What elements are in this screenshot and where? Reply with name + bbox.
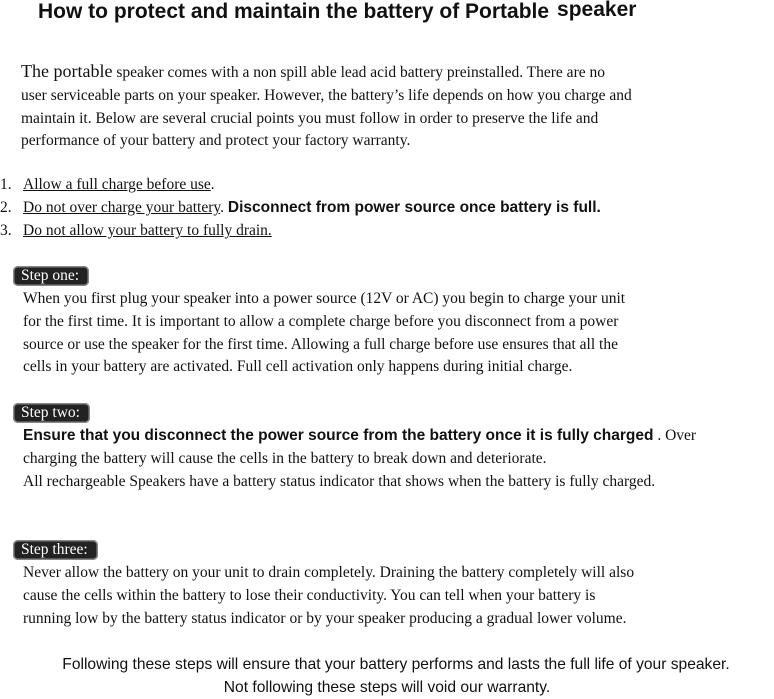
- intro-line-1: [21, 60, 741, 85]
- rule-bold-note: Disconnect from power source once battery is full.: [227, 199, 601, 216]
- step-three-line: Never allow the battery on your unit to drain completely. Draining the battery completely will also: [23, 564, 635, 581]
- intro-lead: The portable: [21, 61, 113, 81]
- step-one-line: When you first plug your speaker into a power source (12V or AC) you begin to charge your unit: [23, 290, 626, 307]
- footer-note: [0, 653, 774, 699]
- step-one-line: cells in your battery are activated. Full cell activation only happens during initial charge.: [23, 358, 573, 376]
- step-two-line: charging the battery will cause the cells in the battery to break down and deteriorate.: [23, 449, 547, 467]
- step-three-line: running low by the battery status indicator or by your speaker producing a gradual lower volume.: [23, 609, 627, 627]
- title-speaker: speaker: [557, 0, 637, 21]
- rule-item: [0, 219, 601, 242]
- rule-text: Do not over charge your battery: [23, 199, 221, 216]
- step-one-badge: Step one:: [13, 266, 89, 286]
- step-two-bold: Ensure that you disconnect the power source from the battery once it is fully charged: [23, 427, 654, 444]
- footer-line-1: Following these steps will ensure that your battery performs and lasts the full life of your speaker.: [62, 656, 730, 673]
- rule-number: 3.: [0, 222, 12, 239]
- step-two-line: [23, 425, 743, 448]
- intro-paragraph: [21, 60, 741, 153]
- title-main: How to protect and maintain the battery of Portable: [38, 0, 550, 23]
- intro-line-3: maintain it. Below are several crucial points you must follow in order to preserve the life and: [21, 109, 599, 127]
- rule-text: Allow a full charge before use: [23, 176, 211, 193]
- rule-item: [0, 173, 601, 196]
- step-two-paragraph: [23, 425, 743, 493]
- footer-line-2: Not following these steps will void our warranty.: [223, 679, 551, 696]
- step-two-bold-rest: . Over: [653, 427, 697, 444]
- intro-line-4: performance of your battery and protect your factory warranty.: [21, 132, 411, 150]
- intro-line-1-rest: speaker comes with a non spill able lead acid battery preinstalled. There are no: [112, 64, 605, 81]
- step-three-paragraph: [23, 562, 743, 630]
- step-two-line: All rechargeable Speakers have a battery status indicator that shows when the battery is fully charged.: [23, 472, 656, 490]
- rules-list: [0, 173, 601, 242]
- rule-number: 2.: [0, 199, 12, 216]
- rule-suffix: .: [210, 176, 215, 193]
- rule-suffix: .: [220, 199, 228, 216]
- intro-line-2: user serviceable parts on your speaker. However, the battery’s life depends on how you charge and: [21, 86, 632, 104]
- page-title: [38, 0, 636, 24]
- step-three-line: cause the cells within the battery to lose their conductivity. You can tell when your battery is: [23, 586, 596, 604]
- rule-number: 1.: [0, 176, 12, 193]
- step-one-line: for the first time. It is important to allow a complete charge before you disconnect from a power: [23, 312, 619, 330]
- step-one-paragraph: [23, 288, 743, 379]
- step-three-badge: Step three:: [13, 540, 98, 560]
- rule-item: [0, 196, 601, 219]
- step-two-badge: Step two:: [13, 403, 90, 423]
- step-one-line: source or use the speaker for the first time. Allowing a full charge before use ensures that all the: [23, 335, 618, 353]
- rule-text: Do not allow your battery to fully drain.: [23, 222, 272, 239]
